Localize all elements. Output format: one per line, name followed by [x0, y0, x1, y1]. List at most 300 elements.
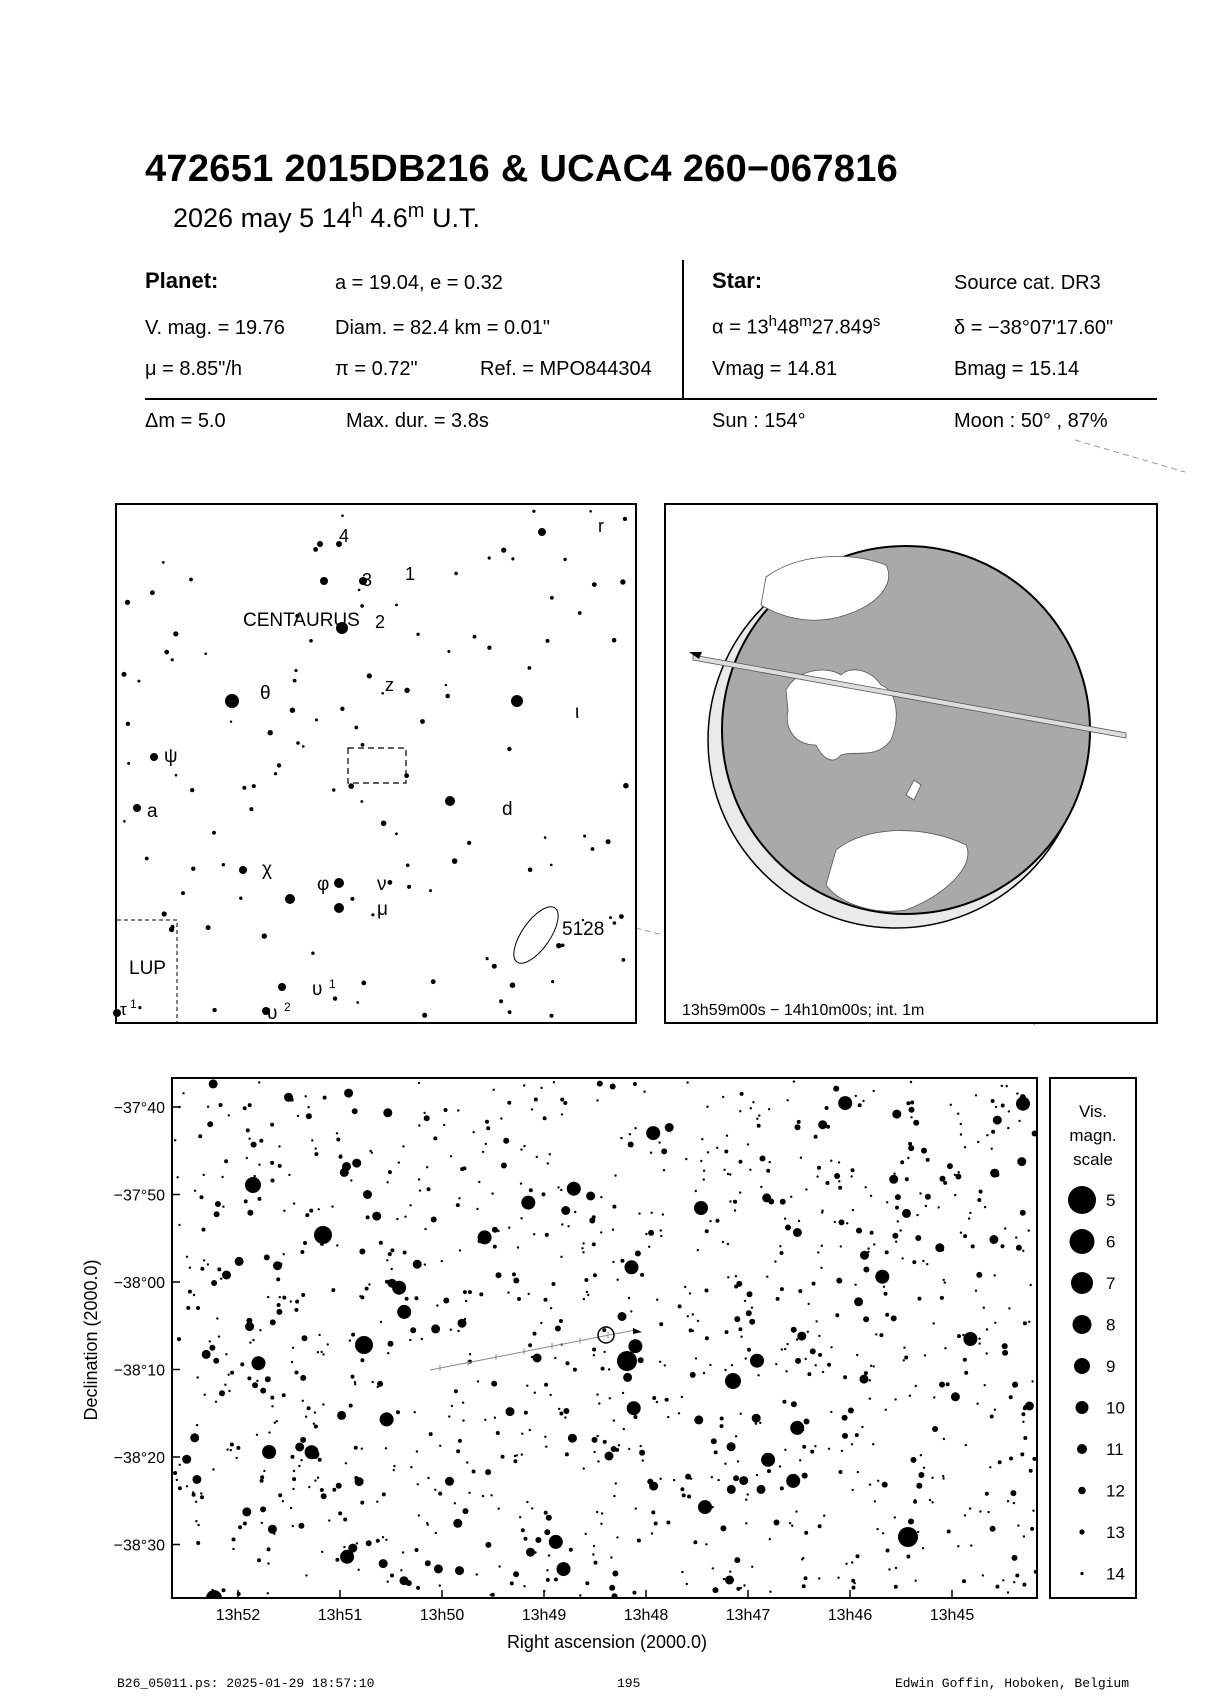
- field-star: [882, 1482, 888, 1488]
- finder-star: [189, 578, 193, 582]
- field-star: [964, 1371, 968, 1375]
- field-star: [705, 1229, 709, 1233]
- field-star: [186, 1256, 188, 1258]
- field-star: [660, 1235, 662, 1237]
- bright-field-star: [725, 1373, 741, 1389]
- field-star: [910, 1101, 914, 1105]
- field-star: [766, 1276, 768, 1278]
- finder-star: [294, 669, 297, 672]
- field-star: [654, 1522, 658, 1526]
- bright-field-star: [245, 1177, 261, 1193]
- field-star: [957, 1334, 961, 1338]
- star-label-3: 3: [362, 570, 373, 590]
- field-star: [802, 1445, 806, 1449]
- field-star: [1001, 1244, 1005, 1248]
- field-star: [252, 1382, 258, 1388]
- field-star: [492, 1227, 498, 1233]
- field-star: [757, 1124, 761, 1128]
- field-star: [697, 1249, 699, 1251]
- field-star: [236, 1446, 240, 1450]
- field-star: [818, 1577, 820, 1579]
- field-star: [561, 1223, 563, 1225]
- field-star: [727, 1276, 729, 1278]
- field-star: [681, 1396, 683, 1398]
- field-star: [559, 1319, 563, 1323]
- field-star: [264, 1254, 270, 1260]
- field-star: [895, 1567, 897, 1569]
- field-star: [750, 1354, 764, 1368]
- finder-star: [551, 980, 554, 983]
- field-star: [345, 1462, 347, 1464]
- field-star: [463, 1290, 467, 1294]
- field-star: [544, 1383, 548, 1387]
- finder-star: [612, 638, 617, 643]
- field-star: [802, 1429, 804, 1431]
- finder-star: [445, 684, 447, 686]
- field-star: [366, 1215, 370, 1219]
- field-star: [805, 1188, 807, 1190]
- field-star: [795, 1358, 801, 1364]
- field-star: [869, 1483, 871, 1485]
- field-star: [648, 1230, 654, 1236]
- field-star: [372, 1381, 374, 1383]
- field-star: [569, 1548, 573, 1552]
- field-star: [478, 1181, 480, 1183]
- field-star: [313, 1423, 315, 1425]
- field-star: [723, 1169, 725, 1171]
- field-star: [550, 1394, 552, 1396]
- y-axis-label: Declination (2000.0): [81, 1259, 101, 1421]
- field-star: [914, 1499, 916, 1501]
- finder-star: [371, 913, 374, 916]
- star-label-r: r: [598, 516, 604, 536]
- field-star: [822, 1371, 824, 1373]
- field-star: [986, 1352, 988, 1354]
- field-star: [1021, 1412, 1025, 1416]
- field-star: [342, 1162, 351, 1171]
- field-star: [356, 1542, 358, 1544]
- field-star: [925, 1194, 931, 1200]
- field-star: [635, 1251, 641, 1257]
- earth-globe-panel: [664, 503, 1158, 1024]
- star-label-z: z: [385, 675, 394, 695]
- bright-field-star: [314, 1226, 332, 1244]
- field-star: [560, 1098, 564, 1102]
- field-star: [924, 1354, 926, 1356]
- field-star: [593, 1451, 595, 1453]
- field-star: [716, 1219, 720, 1223]
- field-star: [1004, 1227, 1006, 1229]
- field-star: [812, 1282, 816, 1286]
- field-star: [706, 1106, 708, 1108]
- field-star: [987, 1511, 989, 1513]
- field-star: [560, 1256, 562, 1258]
- field-star: [940, 1296, 944, 1300]
- field-star: [292, 1477, 296, 1481]
- field-star: [426, 1522, 428, 1524]
- field-star: [314, 1152, 318, 1156]
- finder-star: [145, 857, 149, 861]
- field-star: [228, 1114, 230, 1116]
- field-star: [455, 1566, 464, 1575]
- field-star: [690, 1372, 696, 1378]
- field-star: [823, 1515, 825, 1517]
- field-star: [756, 1474, 758, 1476]
- field-star: [623, 1428, 625, 1430]
- field-star: [856, 1228, 862, 1234]
- field-star: [720, 1417, 724, 1421]
- finder-star: [361, 743, 365, 747]
- field-star: [976, 1403, 978, 1405]
- field-star: [1020, 1210, 1026, 1216]
- field-star: [628, 1448, 630, 1450]
- field-star: [686, 1081, 688, 1083]
- star-vmag: Vmag = 14.81: [712, 358, 838, 380]
- field-star: [387, 1352, 389, 1354]
- field-star: [906, 1555, 910, 1559]
- field-star: [221, 1176, 223, 1178]
- finder-star: [422, 1013, 427, 1018]
- field-star: [705, 1336, 709, 1340]
- field-star: [774, 1260, 776, 1262]
- field-star: [962, 1579, 966, 1583]
- field-star: [957, 1113, 959, 1115]
- field-star: [964, 1146, 966, 1148]
- field-star: [534, 1551, 536, 1553]
- field-star: [336, 1132, 338, 1134]
- field-star: [651, 1532, 653, 1534]
- field-star: [322, 1353, 324, 1355]
- field-star: [1022, 1421, 1024, 1423]
- field-star: [892, 1110, 901, 1119]
- field-star: [963, 1358, 967, 1362]
- field-star: [259, 1139, 263, 1143]
- field-star: [202, 1228, 206, 1232]
- star-label-tau: τ: [120, 1000, 127, 1019]
- field-star: [377, 1386, 379, 1388]
- field-star: [620, 1137, 622, 1139]
- footer-author: Edwin Goffin, Hoboken, Belgium: [895, 1676, 1130, 1691]
- field-star: [1016, 1245, 1022, 1251]
- field-star: [1008, 1307, 1010, 1309]
- legend-mag-label: 7: [1106, 1274, 1116, 1293]
- field-star: [190, 1433, 199, 1442]
- field-star: [259, 1329, 261, 1331]
- field-star: [841, 1450, 843, 1452]
- field-star: [196, 1306, 200, 1310]
- field-star: [476, 1573, 478, 1575]
- field-star: [1007, 1127, 1009, 1129]
- field-star: [391, 1268, 393, 1270]
- field-star: [865, 1186, 867, 1188]
- field-star: [573, 1368, 577, 1372]
- field-star: [780, 1486, 784, 1490]
- field-star: [752, 1414, 761, 1423]
- field-star: [608, 1368, 610, 1370]
- field-star: [349, 1339, 351, 1341]
- field-star: [533, 1354, 542, 1363]
- y-tick-label: −38°20: [113, 1450, 165, 1467]
- field-star: [583, 1298, 585, 1300]
- field-star: [589, 1218, 595, 1224]
- field-star: [609, 1585, 615, 1591]
- field-star: [895, 1194, 901, 1200]
- field-star: [418, 1124, 420, 1126]
- field-star: [883, 1286, 885, 1288]
- field-star: [931, 1501, 933, 1503]
- field-star: [603, 1351, 605, 1353]
- finder-star: [162, 911, 167, 916]
- field-star: [177, 1337, 181, 1341]
- field-star: [739, 1476, 748, 1485]
- field-star: [951, 1392, 960, 1401]
- field-star: [712, 1567, 714, 1569]
- finder-star: [123, 820, 126, 823]
- field-star: [320, 1351, 322, 1353]
- field-star: [192, 1491, 194, 1493]
- field-star: [267, 1592, 269, 1594]
- field-star: [1032, 1457, 1036, 1461]
- field-star: [278, 1145, 280, 1147]
- field-star: [933, 1322, 935, 1324]
- finder-named-star: [239, 866, 247, 874]
- field-star: [464, 1318, 466, 1320]
- finder-star: [561, 944, 565, 948]
- field-star: [491, 1192, 493, 1194]
- field-star: [610, 1556, 612, 1558]
- field-star: [352, 1108, 358, 1114]
- field-star: [714, 1450, 718, 1454]
- field-star: [762, 1193, 771, 1202]
- field-star: [476, 1208, 478, 1210]
- footer-file: B26_05011.ps: 2025-01-29 18:57:10: [117, 1676, 375, 1691]
- finder-star: [171, 925, 175, 929]
- field-star: [314, 1479, 316, 1481]
- field-star: [544, 1298, 548, 1302]
- field-star: [561, 1206, 570, 1215]
- field-star: [555, 1326, 561, 1332]
- field-star: [305, 1213, 309, 1217]
- field-star: [258, 1197, 262, 1201]
- finder-star: [622, 958, 626, 962]
- star-label-1: 1: [405, 564, 416, 584]
- field-star: [986, 1134, 988, 1136]
- planet-vmag: V. mag. = 19.76: [145, 317, 285, 339]
- legend-title: magn.: [1069, 1126, 1117, 1145]
- field-star: [567, 1182, 581, 1196]
- field-star: [638, 1212, 640, 1214]
- field-star: [926, 1158, 930, 1162]
- field-star: [629, 1133, 631, 1135]
- finder-star: [212, 831, 216, 835]
- field-star: [529, 1429, 531, 1431]
- field-star: [258, 1164, 260, 1166]
- field-star: [750, 1107, 752, 1109]
- finder-star: [125, 600, 130, 605]
- field-star: [254, 1175, 256, 1177]
- field-star: [610, 1084, 616, 1090]
- field-star: [197, 1524, 199, 1526]
- field-star: [621, 1259, 625, 1263]
- legend-mag-label: 6: [1106, 1232, 1116, 1252]
- field-star: [533, 1332, 537, 1336]
- field-star: [695, 1190, 697, 1192]
- field-star: [482, 1495, 484, 1497]
- field-star: [827, 1363, 831, 1367]
- field-star: [725, 1330, 729, 1334]
- field-star: [468, 1290, 472, 1294]
- field-star: [804, 1576, 808, 1580]
- field-star: [632, 1591, 636, 1595]
- field-star: [863, 1316, 869, 1322]
- field-star: [1015, 1236, 1017, 1238]
- legend-mag-dot: [1071, 1272, 1093, 1294]
- field-star: [456, 1203, 460, 1207]
- field-star: [592, 1437, 598, 1443]
- field-star: [247, 1376, 251, 1380]
- field-star: [203, 1174, 205, 1176]
- field-star: [782, 1400, 786, 1404]
- field-star: [735, 1275, 737, 1277]
- finder-star: [361, 981, 366, 986]
- field-star: [274, 1422, 276, 1424]
- finder-star: [293, 679, 297, 683]
- field-star: [463, 1508, 469, 1514]
- field-star: [995, 1173, 999, 1177]
- field-star: [625, 1260, 639, 1274]
- finder-star: [395, 832, 398, 835]
- finder-star: [152, 754, 157, 759]
- field-star: [734, 1316, 740, 1322]
- field-star: [664, 1364, 666, 1366]
- field-star: [528, 1293, 530, 1295]
- x-tick-label: 13h49: [521, 1607, 567, 1624]
- field-star: [198, 1134, 202, 1138]
- field-star: [836, 1278, 842, 1284]
- field-star: [427, 1187, 431, 1191]
- field-star: [876, 1528, 878, 1530]
- field-star: [673, 1479, 675, 1481]
- field-star: [246, 1318, 252, 1324]
- legend-mag-dot: [1076, 1401, 1089, 1414]
- field-star: [611, 1446, 617, 1452]
- field-star: [645, 1233, 647, 1235]
- field-star: [214, 1211, 220, 1217]
- date-m-unit: m: [407, 200, 425, 222]
- field-star: [900, 1160, 904, 1164]
- field-star: [516, 1454, 518, 1456]
- field-star: [875, 1270, 889, 1284]
- field-star: [908, 1145, 914, 1151]
- field-star: [651, 1510, 655, 1514]
- field-star: [529, 1188, 533, 1192]
- field-star: [979, 1510, 981, 1512]
- field-star: [851, 1443, 853, 1445]
- field-star: [740, 1092, 744, 1096]
- field-star: [292, 1347, 294, 1349]
- field-star: [915, 1385, 917, 1387]
- field-star: [807, 1372, 811, 1376]
- finder-star: [126, 722, 130, 726]
- star-label-tau-index: 1: [130, 997, 137, 1011]
- field-star: [918, 1297, 922, 1301]
- field-star: [520, 1148, 522, 1150]
- field-star: [393, 1469, 395, 1471]
- field-star: [419, 1189, 421, 1191]
- finder-star: [191, 867, 195, 871]
- field-star: [694, 1201, 708, 1215]
- field-star: [303, 1241, 307, 1245]
- field-star: [790, 1421, 804, 1435]
- field-star: [616, 1536, 618, 1538]
- star-label-a: a: [147, 801, 158, 822]
- field-star: [735, 1435, 737, 1437]
- target-field-box: [348, 748, 406, 783]
- planet-orbit: a = 19.04, e = 0.32: [335, 272, 503, 294]
- field-star: [295, 1300, 299, 1304]
- field-star: [642, 1459, 644, 1461]
- field-star: [784, 1218, 786, 1220]
- ngc5128-ellipse: [506, 900, 567, 970]
- field-star: [838, 1161, 840, 1163]
- finder-star: [578, 611, 582, 615]
- field-star: [922, 1260, 924, 1262]
- field-star: [908, 1519, 914, 1525]
- field-star: [524, 1537, 528, 1541]
- field-star: [907, 1157, 909, 1159]
- field-star: [308, 1486, 310, 1488]
- finder-star: [230, 721, 232, 723]
- field-star: [818, 1353, 822, 1357]
- y-tick-label: −38°00: [113, 1275, 165, 1292]
- field-star: [776, 1297, 780, 1301]
- field-star: [500, 1117, 502, 1119]
- field-star: [388, 1252, 392, 1256]
- field-star: [854, 1582, 856, 1584]
- field-star: [523, 1585, 525, 1587]
- delta-mag: Δm = 5.0: [145, 410, 226, 432]
- field-star: [546, 1578, 550, 1582]
- field-star: [202, 1350, 211, 1359]
- field-star: [501, 1455, 505, 1459]
- field-star: [222, 1206, 224, 1208]
- field-star: [711, 1476, 713, 1478]
- finder-star: [309, 639, 313, 643]
- field-star: [544, 1529, 550, 1535]
- field-star: [230, 1371, 234, 1375]
- field-star: [563, 1101, 567, 1105]
- field-star: [692, 1330, 694, 1332]
- field-star: [1028, 1321, 1030, 1323]
- field-star: [393, 1465, 395, 1467]
- field-star: [260, 1479, 264, 1483]
- finder-star: [171, 658, 174, 661]
- field-star: [547, 1162, 549, 1164]
- finder-star: [488, 556, 491, 559]
- field-star: [760, 1156, 766, 1162]
- star-label-iota: ι: [575, 702, 580, 723]
- field-star: [888, 1568, 890, 1570]
- field-star: [826, 1125, 830, 1129]
- field-star: [840, 1245, 842, 1247]
- field-star: [337, 1411, 346, 1420]
- x-tick-label: 13h46: [827, 1607, 873, 1624]
- field-star: [178, 1486, 182, 1490]
- field-star: [545, 1446, 547, 1448]
- field-star: [995, 1585, 999, 1589]
- field-star: [496, 1431, 500, 1435]
- field-star: [585, 1533, 587, 1535]
